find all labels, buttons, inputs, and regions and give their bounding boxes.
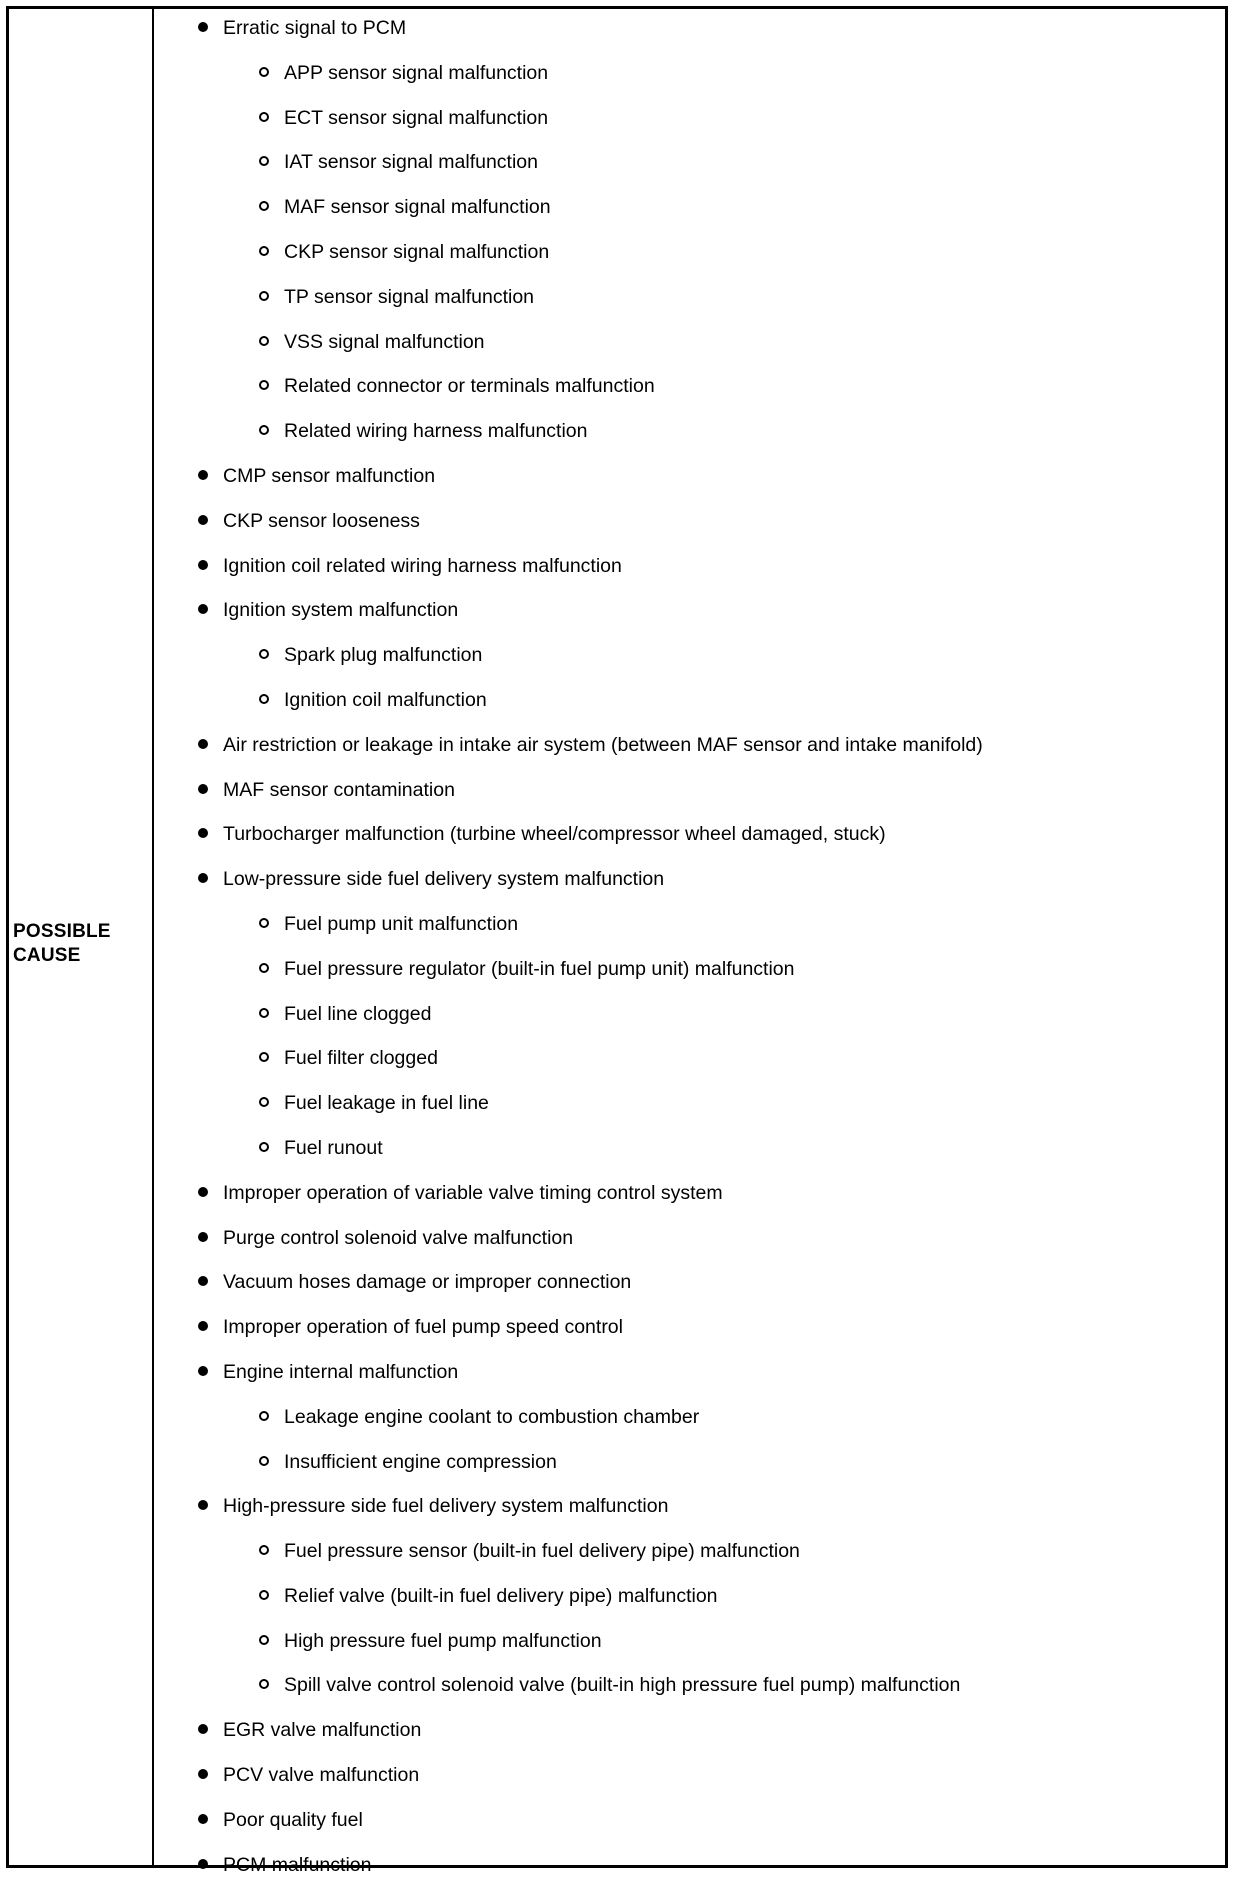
cause-text: Fuel filter clogged (284, 1047, 438, 1070)
cause-text: APP sensor signal malfunction (284, 61, 549, 84)
hollow-bullet-icon (259, 1142, 269, 1152)
cause-text: Spark plug malfunction (284, 644, 483, 667)
filled-bullet-icon (198, 739, 208, 749)
filled-bullet-icon (198, 1859, 208, 1869)
possible-cause-table (6, 6, 1228, 1876)
cause-text: High pressure fuel pump malfunction (284, 1629, 602, 1652)
filled-bullet-icon (198, 1232, 208, 1242)
filled-bullet-icon (198, 22, 208, 32)
hollow-bullet-icon (259, 67, 269, 77)
cause-text: Related connector or terminals malfunction (284, 375, 655, 398)
cause-text: Vacuum hoses damage or improper connection (223, 1271, 632, 1294)
hollow-bullet-icon (259, 918, 269, 928)
filled-bullet-icon (198, 1724, 208, 1734)
cause-text: Ignition system malfunction (223, 599, 459, 622)
cause-text: Fuel line clogged (284, 1002, 432, 1025)
cause-text: Erratic signal to PCM (223, 17, 407, 39)
cause-text: PCV valve malfunction (223, 1764, 420, 1787)
hollow-bullet-icon (259, 1545, 269, 1555)
filled-bullet-icon (198, 604, 208, 614)
cause-text: MAF sensor contamination (223, 778, 455, 801)
cause-text: Low-pressure side fuel delivery system malfunction (223, 868, 665, 891)
hollow-bullet-icon (259, 694, 269, 704)
cause-text: PCM malfunction (223, 1853, 372, 1876)
cause-text: Purge control solenoid valve malfunction (223, 1226, 574, 1249)
cause-text: EGR valve malfunction (223, 1719, 422, 1742)
filled-bullet-icon (198, 1366, 208, 1376)
hollow-bullet-icon (259, 156, 269, 166)
hollow-bullet-icon (259, 649, 269, 659)
cause-text: Relief valve (built-in fuel delivery pipe) malfunction (284, 1584, 718, 1607)
hollow-bullet-icon (259, 963, 269, 973)
filled-bullet-icon (198, 828, 208, 838)
filled-bullet-icon (198, 560, 208, 570)
cause-text: IAT sensor signal malfunction (284, 151, 538, 174)
possible-cause-label: POSSIBLE CAUSE (13, 921, 111, 966)
filled-bullet-icon (198, 470, 208, 480)
cause-text: CKP sensor signal malfunction (284, 240, 550, 263)
cause-text: Ignition coil malfunction (284, 688, 487, 711)
hollow-bullet-icon (259, 1456, 269, 1466)
label-column (9, 9, 154, 1865)
cause-text: Air restriction or leakage in intake air system (between MAF sensor and intake manifold) (223, 733, 983, 756)
hollow-bullet-icon (259, 1008, 269, 1018)
cause-text: Fuel pressure regulator (built-in fuel pump unit) malfunction (284, 957, 795, 980)
hollow-bullet-icon (259, 380, 269, 390)
hollow-bullet-icon (259, 1052, 269, 1062)
cause-text: Fuel runout (284, 1136, 383, 1159)
cause-text: Improper operation of variable valve timing control system (223, 1181, 723, 1204)
hollow-bullet-icon (259, 1097, 269, 1107)
filled-bullet-icon (198, 873, 208, 883)
cause-text: Turbocharger malfunction (turbine wheel/compressor wheel damaged, stuck) (223, 823, 886, 846)
cause-text: ECT sensor signal malfunction (284, 106, 549, 129)
filled-bullet-icon (198, 1769, 208, 1779)
cause-text: Related wiring harness malfunction (284, 420, 588, 443)
filled-bullet-icon (198, 1500, 208, 1510)
cause-text: Fuel pressure sensor (built-in fuel delivery pipe) malfunction (284, 1540, 800, 1563)
cause-text: MAF sensor signal malfunction (284, 196, 551, 219)
cause-text: Leakage engine coolant to combustion chamber (284, 1405, 700, 1428)
hollow-bullet-icon (259, 112, 269, 122)
hollow-bullet-icon (259, 425, 269, 435)
filled-bullet-icon (198, 1187, 208, 1197)
hollow-bullet-icon (259, 1679, 269, 1689)
cause-text: Improper operation of fuel pump speed control (223, 1316, 623, 1339)
hollow-bullet-icon (259, 291, 269, 301)
cause-text: Insufficient engine compression (284, 1450, 557, 1473)
cause-text: TP sensor signal malfunction (284, 285, 535, 308)
filled-bullet-icon (198, 1276, 208, 1286)
hollow-bullet-icon (259, 246, 269, 256)
cause-text: High-pressure side fuel delivery system malfunction (223, 1495, 669, 1518)
cause-text: Spill valve control solenoid valve (built-in high pressure fuel pump) malfunction (284, 1674, 961, 1697)
cause-text: Poor quality fuel (223, 1808, 363, 1831)
filled-bullet-icon (198, 1814, 208, 1824)
cause-text: Fuel leakage in fuel line (284, 1092, 489, 1115)
hollow-bullet-icon (259, 1590, 269, 1600)
cause-list-cell (156, 9, 1225, 1876)
cause-text: CKP sensor looseness (223, 509, 420, 532)
filled-bullet-icon (198, 1321, 208, 1331)
filled-bullet-icon (198, 784, 208, 794)
cause-text: Engine internal malfunction (223, 1360, 459, 1383)
hollow-bullet-icon (259, 1635, 269, 1645)
hollow-bullet-icon (259, 336, 269, 346)
cause-text: Fuel pump unit malfunction (284, 912, 519, 935)
cause-text: Ignition coil related wiring harness malfunction (223, 554, 622, 577)
cause-text: CMP sensor malfunction (223, 464, 436, 487)
filled-bullet-icon (198, 515, 208, 525)
hollow-bullet-icon (259, 1411, 269, 1421)
cause-text: VSS signal malfunction (284, 330, 485, 353)
hollow-bullet-icon (259, 201, 269, 211)
